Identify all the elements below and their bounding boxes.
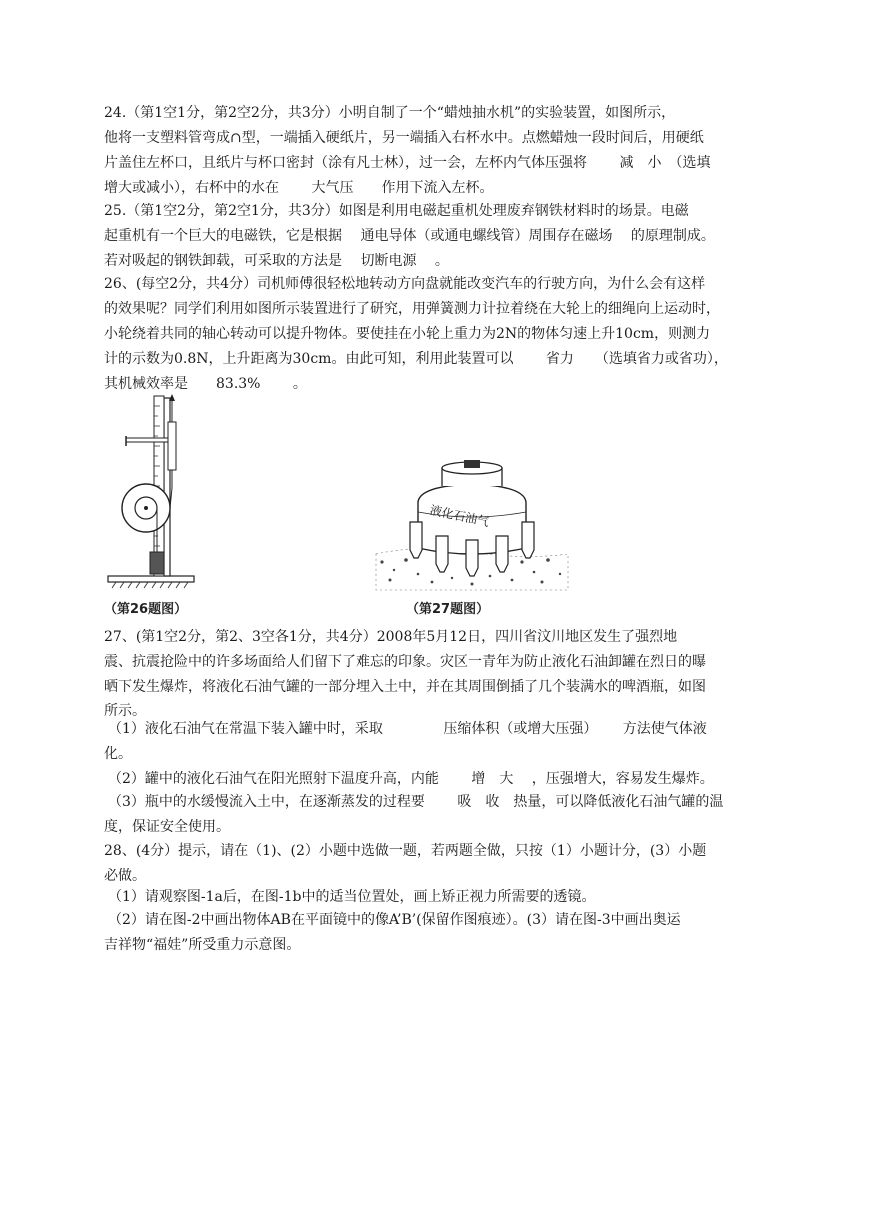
q27-sub-3a: （3）瓶中的水缓慢流入土中，在逐渐蒸发的过程要 吸 收 热量，可以降低液化石油气罐的温 (108, 794, 724, 810)
q28-sub-3: 吉祥物“福娃”所受重力示意图。 (104, 937, 301, 953)
q27-line-4: 所示。 (104, 703, 146, 719)
q27-line-1: 27、(第1空2分，第2、3空各1分，共4分）2008年5月12日，四川省汶川地区发生了强烈地 (104, 629, 678, 645)
q28-line-1: 28、(4分）提示，请在（1)、(2）小题中选做一题，若两题全做，只按（1）小题计分，(3）小题 (104, 843, 707, 859)
q24-line-4: 增大或减小），右杯中的水在 大气压 作用下流入左杯。 (104, 180, 494, 196)
q24-line-3: 片盖住左杯口，且纸片与杯口密封（涂有凡士林），过一会，左杯内气体压强将 减 小 （选填 (104, 155, 711, 171)
figure-26-caption: （第26题图） (104, 602, 188, 617)
q26-line-4: 计的示数为0.8N，上升距离为30cm。由此可知，利用此装置可以 省力 （选填省力或省功）， (104, 351, 728, 367)
q27-sub-1a: （1）液化石油气在常温下装入罐中时，采取 压缩体积（或增大压强） 方法使气体液 (108, 721, 707, 737)
q28-sub-1: （1）请观察图-1a后，在图-1b中的适当位置处，画上矫正视力所需要的透镜。 (108, 889, 596, 905)
q27-sub-3b: 度，保证安全使用。 (104, 819, 230, 835)
figure-26-apparatus (104, 392, 204, 596)
q25-line-3: 若对吸起的钢铁卸载，可采取的方法是 切断电源 。 (104, 253, 449, 269)
q27-line-3: 晒下发生爆炸，将液化石油气罐的一部分埋入土中，并在其周围倒插了几个装满水的啤酒瓶，如图 (104, 679, 706, 695)
q24-line-2: 他将一支塑料管弯成∩型，一端插入硬纸片，另一端插入右杯水中。点燃蜡烛一段时间后，用硬纸 (104, 130, 704, 146)
q26-line-1: 26、(每空2分，共4分）司机师傅很轻松地转动方向盘就能改变汽车的行驶方向，为什么会有这样 (104, 276, 706, 292)
q27-line-2: 震、抗震抢险中的许多场面给人们留下了难忘的印象。灾区一青年为防止液化石油卸罐在烈日的曝 (104, 654, 706, 670)
q27-sub-1b: 化。 (104, 746, 132, 762)
q25-line-1: 25.（第1空2分，第2空1分，共3分）如图是利用电磁起重机处理废弃钢铁材料时的场景。电磁 (104, 203, 689, 219)
q28-line-2: 必做。 (104, 868, 146, 884)
q28-sub-2: （2）请在图-2中画出物体AB在平面镜中的像A’B’(保留作图痕迹）。(3）请在图-3中画出奥运 (108, 912, 681, 928)
q26-line-2: 的效果呢？同学们利用如图所示装置进行了研究，用弹簧测力计拉着绕在大轮上的细绳向上运动时， (104, 301, 720, 317)
q25-line-2: 起重机有一个巨大的电磁铁，它是根据 通电导体（或通电螺线管）周围存在磁场 的原理制成。 (104, 228, 715, 244)
q26-line-3: 小轮绕着共同的轴心转动可以提升物体。要使挂在小轮上重力为2N的物体匀速上升10cm，则测力 (104, 326, 711, 342)
q27-sub-2: （2）罐中的液化石油气在阳光照射下温度升高，内能 增 大 ，压强增大，容易发生爆炸。 (108, 771, 714, 787)
figure-27-tank-label: 液化石油气 (428, 502, 491, 530)
q26-line-5: 其机械效率是 83.3% 。 (104, 376, 307, 392)
q24-line-1: 24.（第1空1分，第2空2分，共3分）小明自制了一个“蜡烛抽水机”的实验装置，如图所示， (104, 105, 676, 121)
figure-27-caption: （第27题图） (406, 602, 490, 617)
